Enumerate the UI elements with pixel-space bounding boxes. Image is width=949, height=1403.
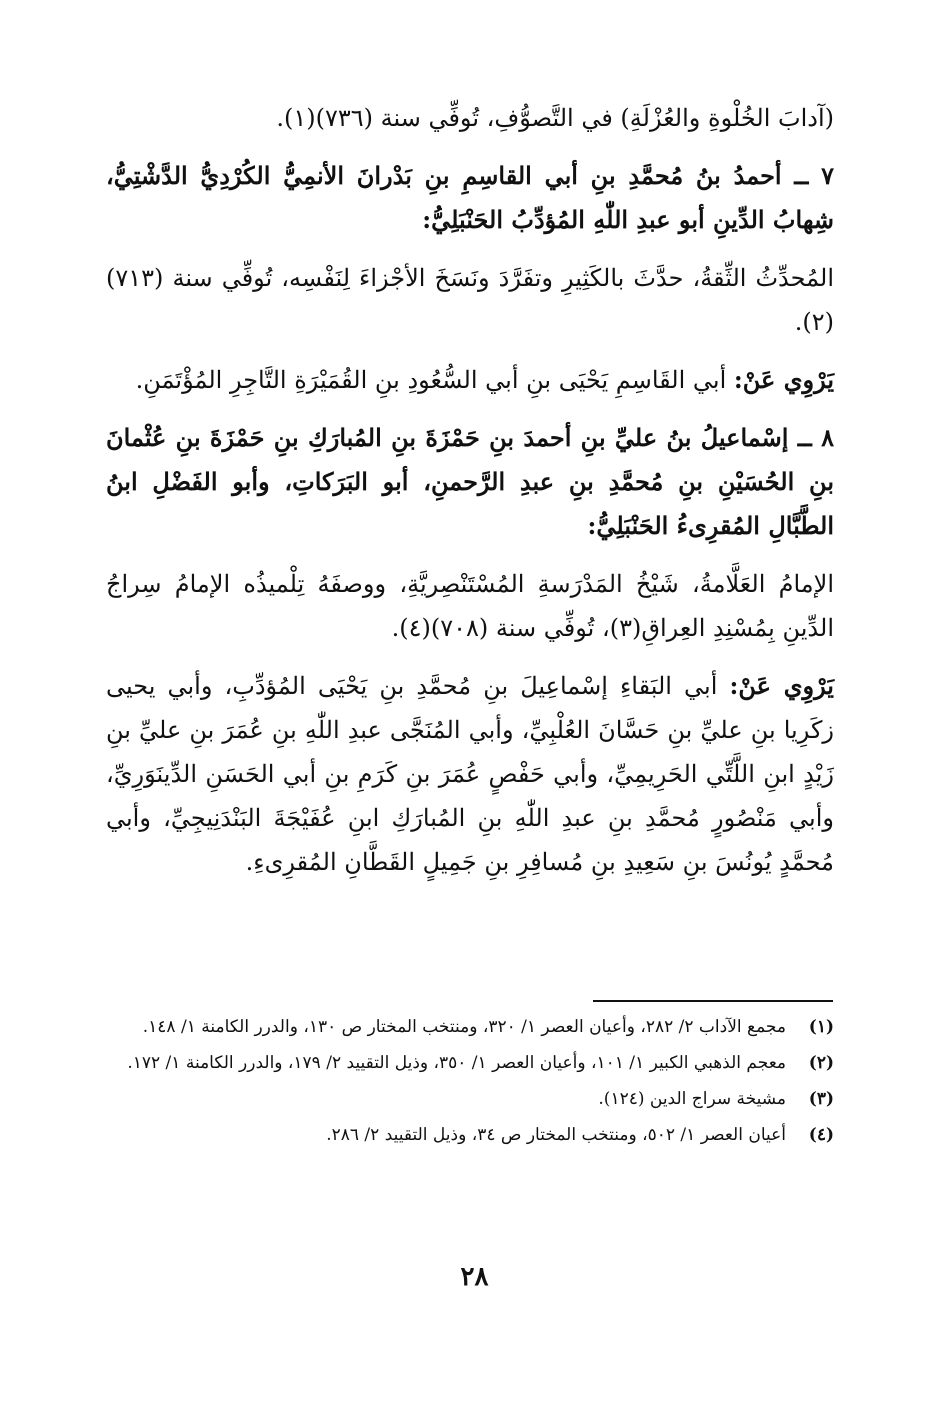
narrator-list: أبي القَاسِمِ يَحْيَى بنِ أبي السُّعُودِ بنِ القُمَيْرَةِ التَّاجِرِ المُؤْتَمَنِ. xyxy=(135,366,734,394)
narrator-label: يَرْوِي عَنْ: xyxy=(733,365,834,394)
footnote-text: مجمع الآداب ٢/ ٢٨٢، وأعيان العصر ١/ ٣٢٠، ومنتخب المختار ص ١٣٠، والدرر الكامنة ١/ ١٤٨. xyxy=(142,1017,786,1037)
entry-8-narrators xyxy=(106,664,834,884)
entry-7-description: المُحدِّثُ الثِّقةُ، حدَّثَ بالكَثِيرِ وتفَرَّدَ ونَسَخَ الأجْزاءَ لِنَفْسِه، تُوفِّي سنة (٧١٣)(٢). xyxy=(106,264,834,336)
footnote-text: معجم الذهبي الكبير ١/ ١٠١، وأعيان العصر ١/ ٣٥٠، وذيل التقييد ٢/ ١٧٩، والدرر الكامنة ١/ ١٧٢. xyxy=(127,1053,786,1073)
footnote-number: (١) xyxy=(808,1017,834,1037)
footnote-number: (٣) xyxy=(808,1089,834,1109)
entry-8-description: الإمامُ العَلَّامةُ، شَيْخُ المَدْرَسةِ المُسْتَنْصِريَّةِ، ووصفَهُ تِلْميذُه الإمامُ سِراجُ الدِّينِ بِمُسْنِدِ العِراقِ(٣)، تُوفِّي سنة (٧٠٨)(٤). xyxy=(106,570,834,642)
page-number: ٢٨ xyxy=(460,1262,489,1292)
entry-8-heading: ٨ ــ إسْماعيلُ بنُ عليِّ بنِ أحمدَ بنِ حَمْزَةَ بنِ المُبارَكِ بنِ حَمْزَةَ بنِ عُثْمانَ بنِ الحُسَيْنِ بنِ مُحمَّدِ بنِ عبدِ الرَّحمنِ، أبو البَرَكاتِ، وأبو الفَضْلِ ابنُ الطَّبَّالِ المُقرِىءُ الحَنْبَلِيُّ: xyxy=(106,423,834,540)
footnote-divider xyxy=(593,1000,833,1002)
footnote-number: (٤) xyxy=(808,1125,834,1145)
entry-7-narrators xyxy=(106,358,834,402)
paragraph-continuation: (آدابَ الخُلْوةِ والعُزْلَةِ) في التَّصوُّفِ، تُوفِّي سنة (٧٣٦)(١). xyxy=(276,104,834,132)
narrator-list: أبي البَقاءِ إسْماعِيلَ بنِ مُحمَّدِ بنِ يَحْيَى المُؤدِّبِ، وأبي يحيى زكَرِيا بنِ عليِّ بنِ حَسَّانَ العُلْبِيِّ، وأبي المُنَجَّى عبدِ اللّٰهِ بنِ عُمَرَ بنِ عليِّ بنِ زَيْدٍ ابنِ اللَّتِّي الحَرِيمِيِّ، وأبي حَفْصٍ عُمَرَ بنِ كَرَمِ بنِ أبي الحَسَنِ الدِّينَوَرِيِّ، وأبي مَنْصُورٍ مُحمَّدِ بنِ عبدِ اللّٰهِ بنِ المُبارَكِ ابنِ عُفَيْجَةَ البَنْدَنِيجِيِّ، وأبي مُحمَّدٍ يُونُسَ بنِ سَعِيدِ بنِ مُسافِرِ بنِ جَمِيلٍ القَطَّانِ المُقرِىءِ. xyxy=(106,672,834,876)
footnote-text: مشيخة سراج الدين (١٢٤). xyxy=(598,1089,786,1109)
footnote-1 xyxy=(106,1012,834,1042)
footnote-3 xyxy=(106,1084,834,1114)
entry-7-heading: ٧ ــ أحمدُ بنُ مُحمَّدِ بنِ أبي القاسِمِ بنِ بَدْرانَ الأنمِيُّ الكُرْدِيُّ الدَّشْتِيُّ، شِهابُ الدِّينِ أبو عبدِ اللّٰهِ المُؤدِّبُ الحَنْبَلِيُّ: xyxy=(106,161,834,234)
footnote-4 xyxy=(106,1120,834,1150)
main-text xyxy=(106,96,834,898)
footnotes xyxy=(106,1012,834,1156)
narrator-label: يَرْوِي عَنْ: xyxy=(729,671,834,700)
footnote-number: (٢) xyxy=(808,1053,834,1073)
footnote-text: أعيان العصر ١/ ٥٠٢، ومنتخب المختار ص ٣٤، وذيل التقييد ٢/ ٢٨٦. xyxy=(326,1125,786,1145)
footnote-2 xyxy=(106,1048,834,1078)
